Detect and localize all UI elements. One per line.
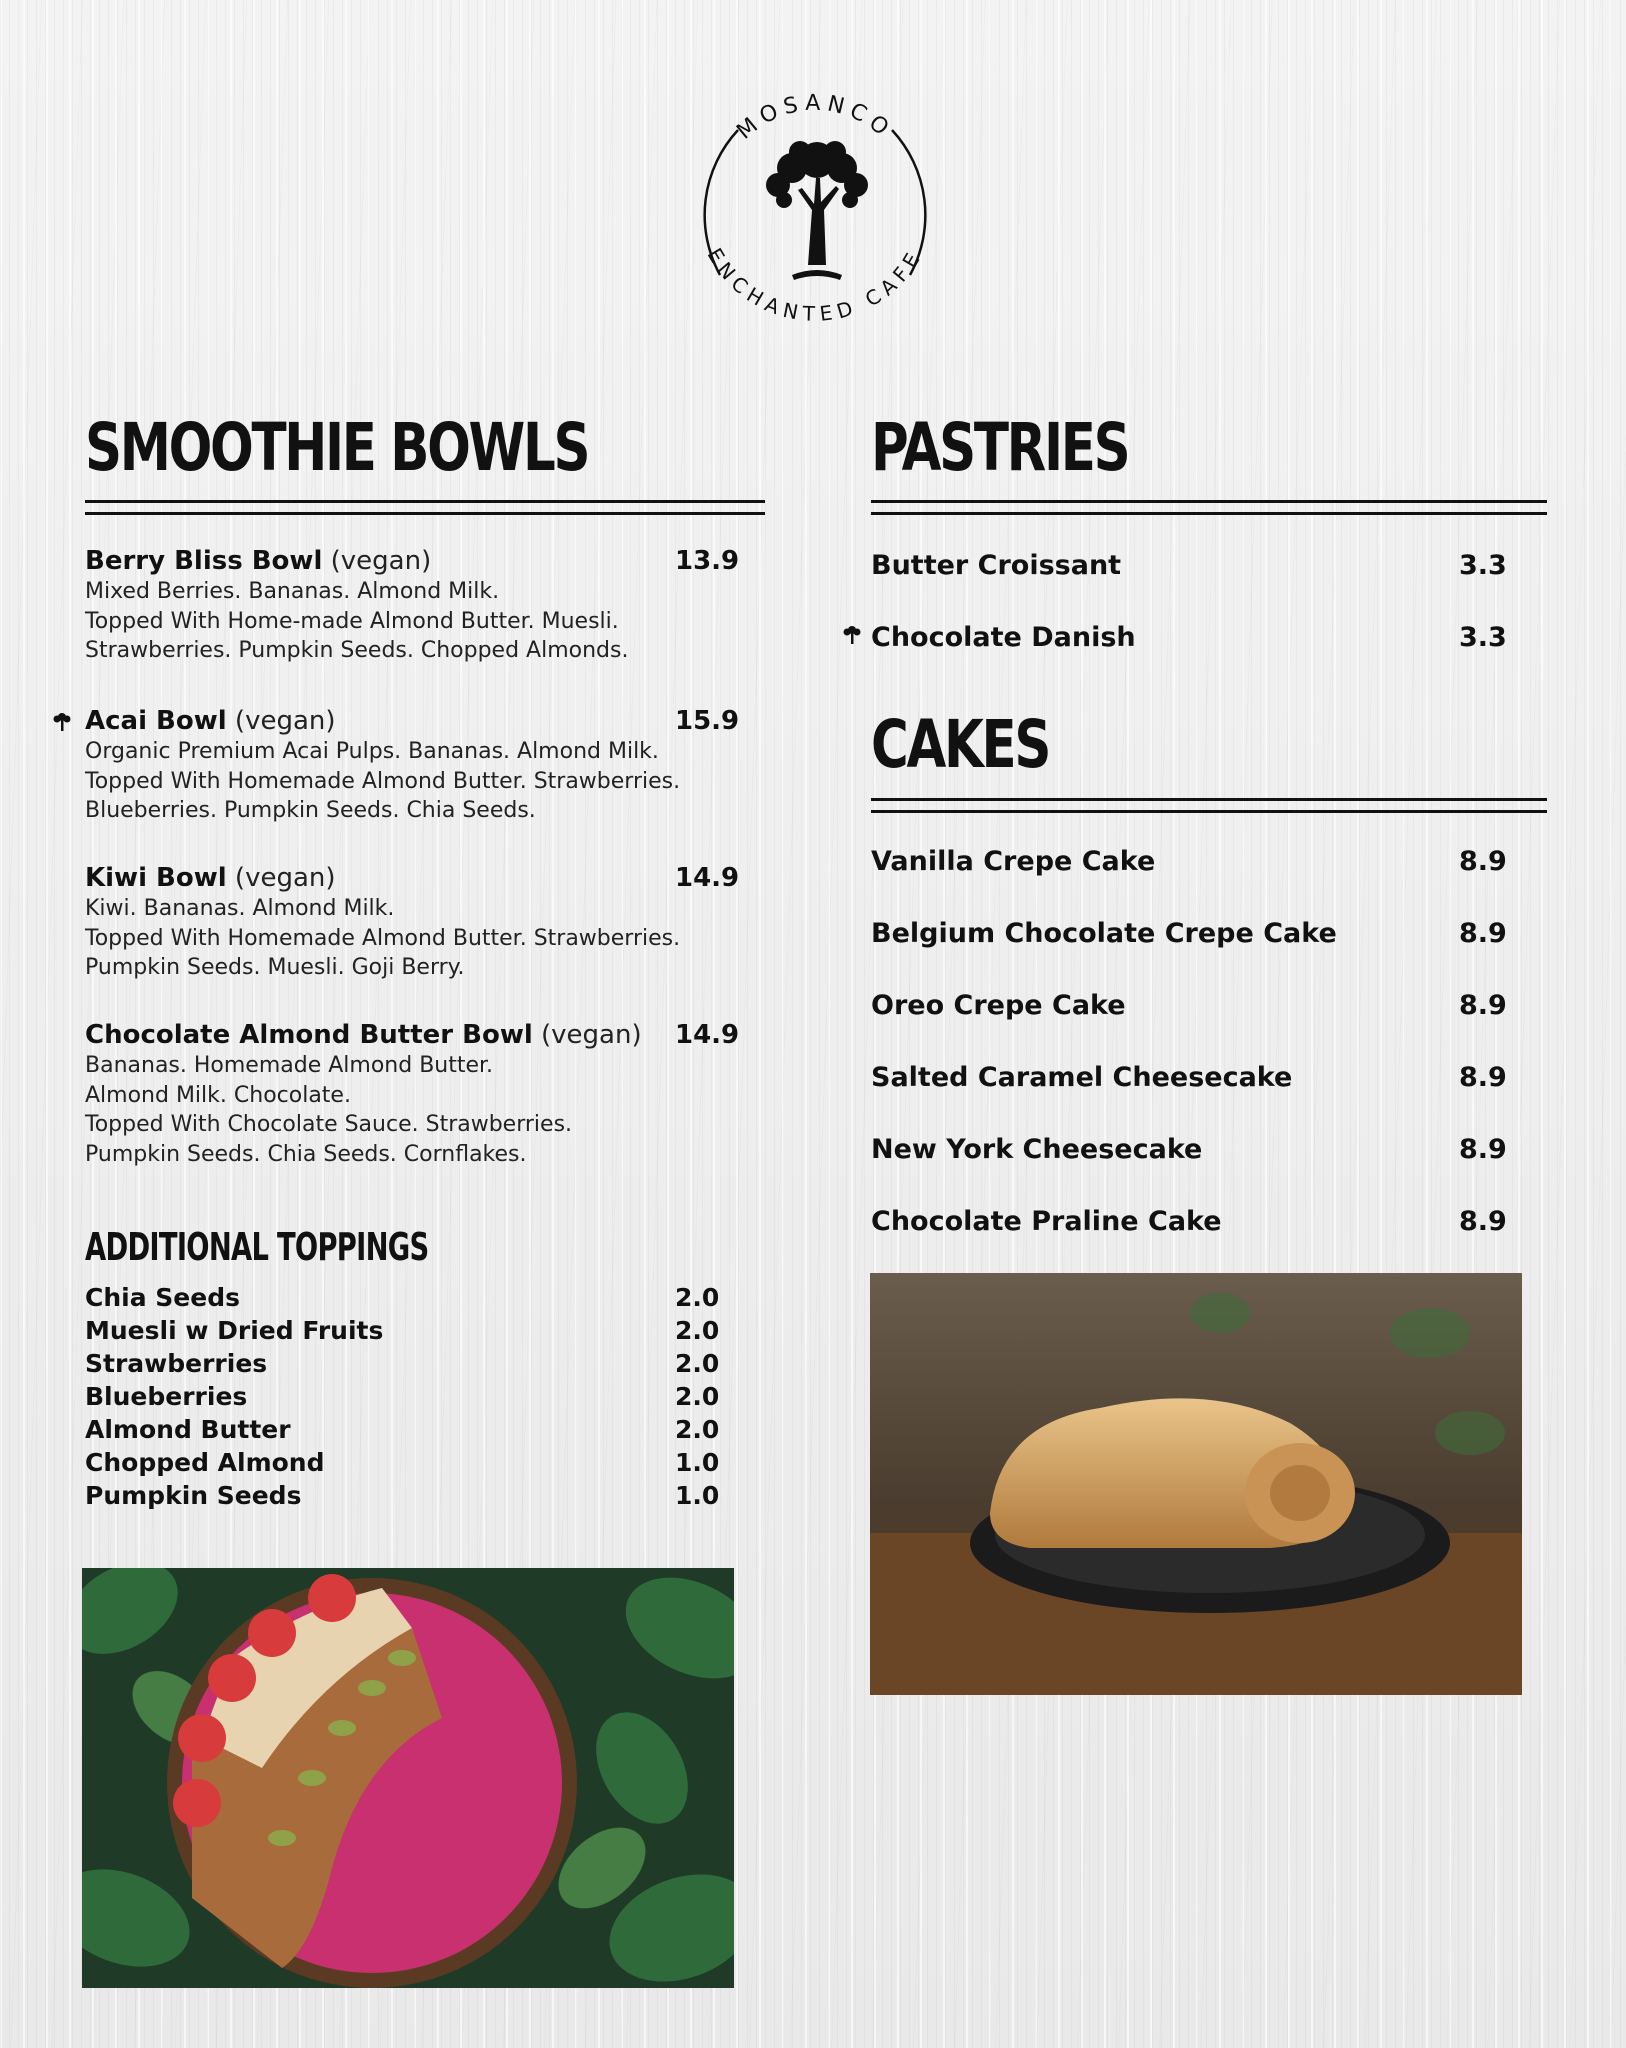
topping-item [85, 1480, 720, 1512]
item-tag: (vegan) [234, 706, 336, 736]
item-tag: (vegan) [330, 546, 432, 576]
item-description [85, 894, 735, 983]
menu-item [871, 917, 1507, 951]
item-name: Belgium Chocolate Crepe Cake [871, 918, 1337, 949]
item-price: 14.9 [675, 1020, 740, 1050]
item-name: Salted Caramel Cheesecake [871, 1062, 1293, 1093]
topping-price: 2.0 [675, 1382, 720, 1411]
topping-name: Almond Butter [85, 1415, 291, 1444]
item-price: 3.3 [1459, 550, 1507, 581]
item-name: Kiwi Bowl [85, 863, 227, 893]
description-line: Organic Premium Acai Pulps. Bananas. Almond Milk. [85, 739, 659, 764]
topping-item [85, 1447, 720, 1479]
section-title-pastries: PASTRIES [871, 409, 1129, 486]
topping-name: Chopped Almond [85, 1448, 325, 1477]
topping-name: Blueberries [85, 1382, 248, 1411]
item-name: Chocolate Almond Butter Bowl [85, 1020, 533, 1050]
topping-name: Strawberries [85, 1349, 268, 1378]
topping-price: 2.0 [675, 1316, 720, 1345]
section-title-smoothie-bowls: SMOOTHIE BOWLS [85, 409, 589, 486]
topping-price: 2.0 [675, 1283, 720, 1312]
section-title-cakes: CAKES [871, 706, 1050, 783]
description-line: Topped With Homemade Almond Butter. Strawberries. [85, 768, 681, 794]
topping-price: 1.0 [675, 1481, 720, 1510]
item-name: Vanilla Crepe Cake [871, 846, 1156, 877]
item-price: 8.9 [1459, 846, 1507, 877]
description-line: Almond Milk. Chocolate. [85, 1082, 351, 1108]
topping-item [85, 1315, 720, 1347]
item-price: 8.9 [1459, 918, 1507, 949]
description-line: Topped With Homemade Almond Butter. Strawberries. [85, 925, 681, 951]
topping-item [85, 1282, 720, 1314]
logo-top-text: MOSANCO [732, 90, 898, 145]
section-divider [85, 500, 765, 515]
item-name: Acai Bowl [85, 706, 227, 736]
topping-price: 2.0 [675, 1349, 720, 1378]
description-line: Mixed Berries. Bananas. Almond Milk. [85, 579, 500, 604]
description-line: Pumpkin Seeds. Chia Seeds. Cornflakes. [85, 1141, 527, 1167]
menu-item [871, 1205, 1507, 1239]
topping-name: Pumpkin Seeds [85, 1481, 302, 1510]
item-name: Oreo Crepe Cake [871, 990, 1126, 1021]
section-divider [871, 798, 1547, 813]
menu-item [85, 545, 740, 666]
item-name: Butter Croissant [871, 550, 1122, 581]
tree-icon [51, 711, 73, 739]
topping-name: Muesli w Dried Fruits [85, 1316, 384, 1345]
item-description [85, 1051, 735, 1169]
item-price: 8.9 [1459, 1206, 1507, 1237]
toppings-title: ADDITIONAL TOPPINGS [85, 1225, 429, 1269]
topping-price: 2.0 [675, 1415, 720, 1444]
item-description [85, 577, 735, 666]
description-line: Blueberries. Pumpkin Seeds. Chia Seeds. [85, 798, 536, 823]
description-line: Pumpkin Seeds. Muesli. Goji Berry. [85, 955, 465, 980]
item-name: Berry Bliss Bowl [85, 546, 323, 576]
topping-item [85, 1348, 720, 1380]
item-price: 8.9 [1459, 1134, 1507, 1165]
item-price: 8.9 [1459, 1062, 1507, 1093]
menu-item [85, 705, 740, 826]
topping-item [85, 1414, 720, 1446]
menu-item [871, 845, 1507, 879]
item-tag: (vegan) [541, 1020, 642, 1050]
item-price: 14.9 [675, 863, 740, 893]
menu-item [871, 1133, 1507, 1167]
topping-name: Chia Seeds [85, 1283, 240, 1312]
item-price: 8.9 [1459, 990, 1507, 1021]
menu-item [871, 989, 1507, 1023]
cafe-logo [680, 60, 950, 350]
logo-emblem [680, 60, 950, 350]
item-name: Chocolate Praline Cake [871, 1206, 1222, 1237]
logo-bottom-text: ENCHANTED CAFE [702, 243, 928, 326]
description-line: Bananas. Homemade Almond Butter. [85, 1053, 494, 1078]
menu-item [871, 621, 1507, 655]
description-line: Strawberries. Pumpkin Seeds. Chopped Almonds. [85, 638, 629, 663]
item-price: 3.3 [1459, 622, 1507, 653]
tree-icon [766, 141, 868, 280]
item-name: Chocolate Danish [871, 622, 1136, 653]
description-line: Topped With Home-made Almond Butter. Muesli. [85, 608, 619, 634]
topping-item [85, 1381, 720, 1413]
tree-icon [841, 623, 863, 657]
item-description [85, 737, 735, 826]
menu-item [871, 1061, 1507, 1095]
description-line: Kiwi. Bananas. Almond Milk. [85, 896, 395, 921]
menu-item [871, 549, 1507, 583]
item-tag: (vegan) [234, 863, 336, 893]
item-name: New York Cheesecake [871, 1134, 1203, 1165]
item-price: 13.9 [675, 546, 740, 576]
smoothie-bowl-photo [82, 1568, 734, 1988]
item-price: 15.9 [675, 706, 740, 736]
menu-item [85, 862, 740, 983]
topping-price: 1.0 [675, 1448, 720, 1477]
section-divider [871, 500, 1547, 515]
description-line: Topped With Chocolate Sauce. Strawberries. [85, 1112, 573, 1137]
pastry-photo [870, 1273, 1522, 1695]
menu-item [85, 1019, 740, 1169]
